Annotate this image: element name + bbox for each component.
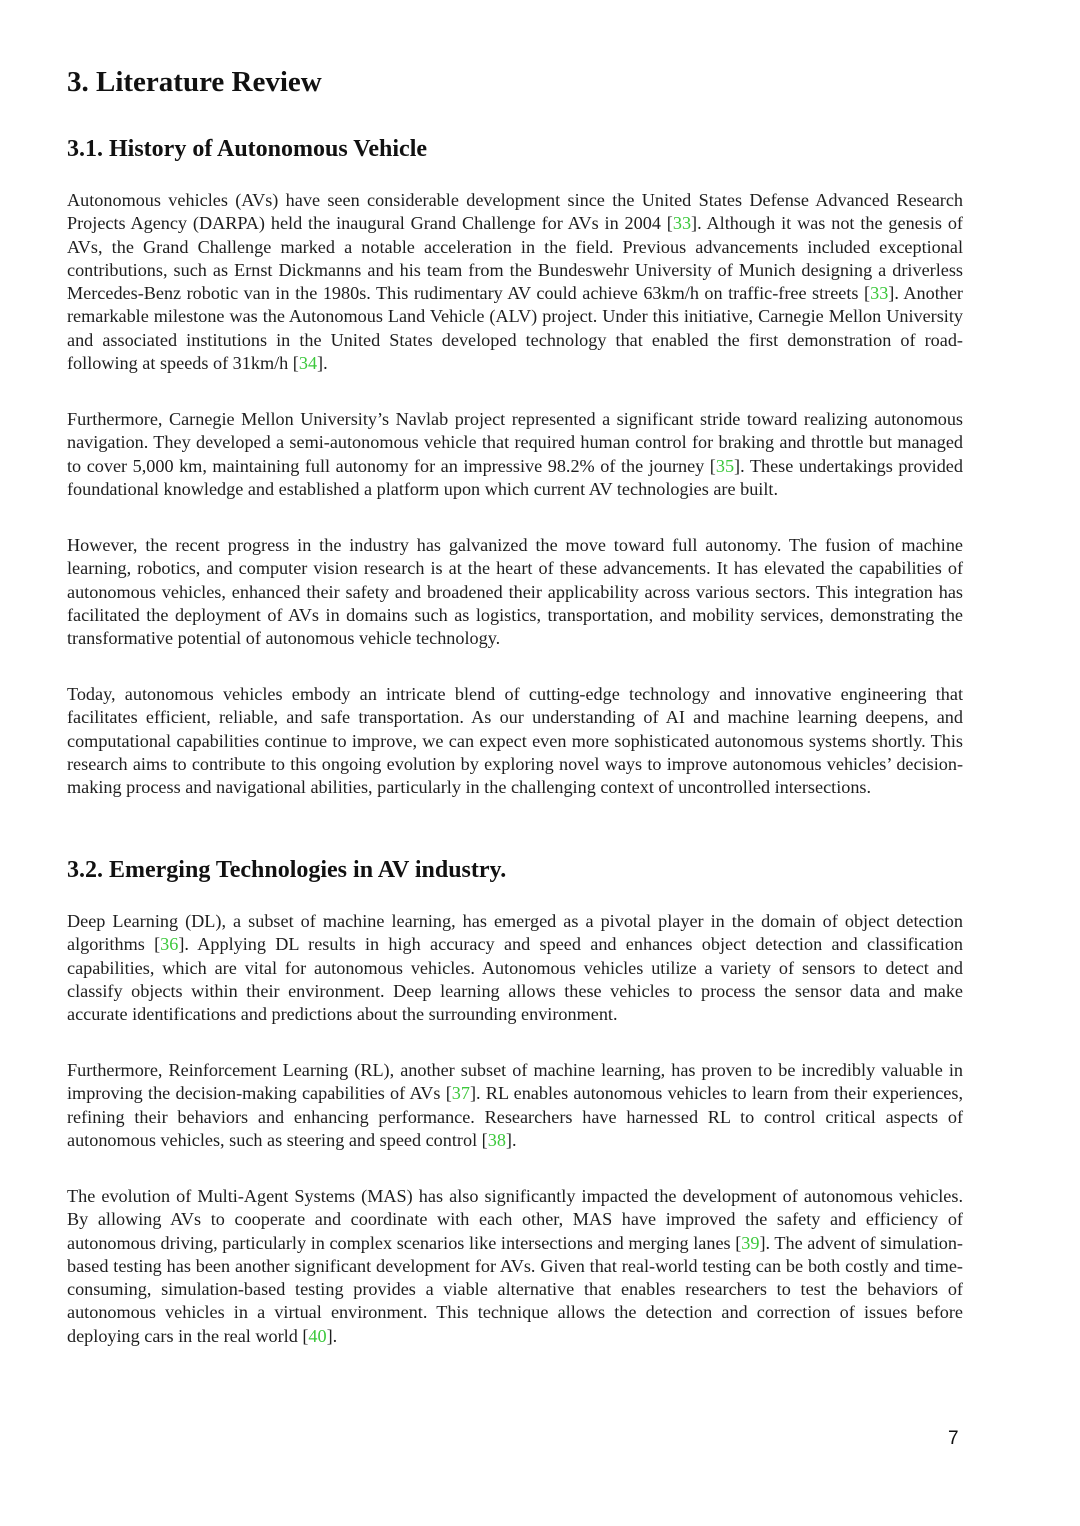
paragraph-emerging-1: Deep Learning (DL), a subset of machine learning, has emerged as a pivotal player in the domain of object detection algorithms [36]. Applying DL results in high accuracy and speed and enhances object detection and classification capabilities, which are vital for autonomous vehicles. Autonomous vehicles utilize a variety of sensors to detect and classify objects within their environment. Deep learning allows these vehicles to process the sensor data and make accurate identifications and predictions about the surrounding environment. bbox=[67, 911, 964, 1025]
citation-link-38[interactable]: 38 bbox=[487, 1129, 506, 1150]
citation-link-37[interactable]: 37 bbox=[451, 1083, 470, 1104]
paragraph-emerging-3: The evolution of Multi-Agent Systems (MAS) has also significantly impacted the development of autonomous vehicles. By allowing AVs to cooperate and coordinate with each other, MAS have improved the safety and efficiency of autonomous driving, particularly in complex scenarios like intersections and merging lanes [39]. The advent of simulation-based testing has been another significant development for AVs. Given that real-world testing can be both costly and time-consuming, simulation-based testing provides a viable alternative that enables researchers to test the behaviors of autonomous vehicles in a virtual environment. This technique allows the detection and correction of issues before deploying cars in the real world [40]. bbox=[67, 1186, 963, 1346]
paragraph-history-1: Autonomous vehicles (AVs) have seen considerable development since the United States Defense Advanced Research Projects Agency (DARPA) held the inaugural Grand Challenge for AVs in 2004 [33]. Although it was not the genesis of AVs, the Grand Challenge marked a notable acceleration in the field. Previous advancements included exceptional contributions, such as Ernst Dickmanns and his team from the Bundeswehr University of Munich designing a driverless Mercedes-Benz robotic van in the 1980s. This rudimentary AV could achieve 63km/h on traffic-free streets [33]. Another remarkable milestone was the Autonomous Land Vehicle (ALV) project. Under this initiative, Carnegie Mellon University and associated institutions in the United States developed technology that enabled the first demonstration of road-following at speeds of 31km/h [34]. bbox=[67, 190, 963, 374]
section-title-literature-review: 3. Literature Review bbox=[67, 66, 322, 98]
citation-link-35[interactable]: 35 bbox=[715, 455, 735, 476]
citation-link-36[interactable]: 36 bbox=[160, 934, 179, 955]
citation-link-39[interactable]: 39 bbox=[741, 1232, 760, 1253]
citation-link-33[interactable]: 33 bbox=[870, 283, 889, 304]
paragraph-history-4: Today, autonomous vehicles embody an intricate blend of cutting-edge technology and innovative engineering that facilitates efficient, reliable, and safe transportation. As our understanding of AI and machine learning deepens, and computational capabilities continue to improve, we can expect even more sophisticated autonomous systems shortly. This research aims to contribute to this ongoing evolution by exploring novel ways to improve autonomous vehicles’ decision-making process and navigational abilities, particularly in the challenging context of uncontrolled intersections. bbox=[67, 684, 963, 798]
paragraph-history-2: Furthermore, Carnegie Mellon University’s Navlab project represented a significant stride toward realizing autonomous navigation. They developed a semi-autonomous vehicle that required human control for braking and throttle but managed to cover 5,000 km, maintaining full autonomy for an impressive 98.2% of the journey [35]. These undertakings provided foundational knowledge and established a platform upon which current AV technologies are built. bbox=[67, 409, 963, 499]
paragraph-emerging-2: Furthermore, Reinforcement Learning (RL), another subset of machine learning, has proven to be incredibly valuable in improving the decision-making capabilities of AVs [37]. RL enables autonomous vehicles to learn from their experiences, refining their behaviors and enhancing performance. Researchers have harnessed RL to control critical aspects of autonomous vehicles, such as steering and speed control [38]. bbox=[67, 1060, 963, 1150]
citation-link-33[interactable]: 33 bbox=[672, 213, 692, 234]
page-number: 7 bbox=[948, 1428, 959, 1449]
subsection-title-history: 3.1. History of Autonomous Vehicle bbox=[67, 136, 428, 162]
citation-link-40[interactable]: 40 bbox=[308, 1325, 327, 1346]
subsection-title-emerging-tech: 3.2. Emerging Technologies in AV industry. bbox=[67, 857, 507, 883]
paragraph-history-3: However, the recent progress in the industry has galvanized the move toward full autonomy. The fusion of machine learning, robotics, and computer vision research is at the heart of these advancements. It has elevated the capabilities of autonomous vehicles, enhanced their safety and broadened their applicability across various sectors. This integration has facilitated the deployment of AVs in domains such as logistics, transportation, and mobility services, demonstrating the transformative potential of autonomous vehicle technology. bbox=[67, 535, 963, 649]
citation-link-34[interactable]: 34 bbox=[298, 353, 318, 374]
